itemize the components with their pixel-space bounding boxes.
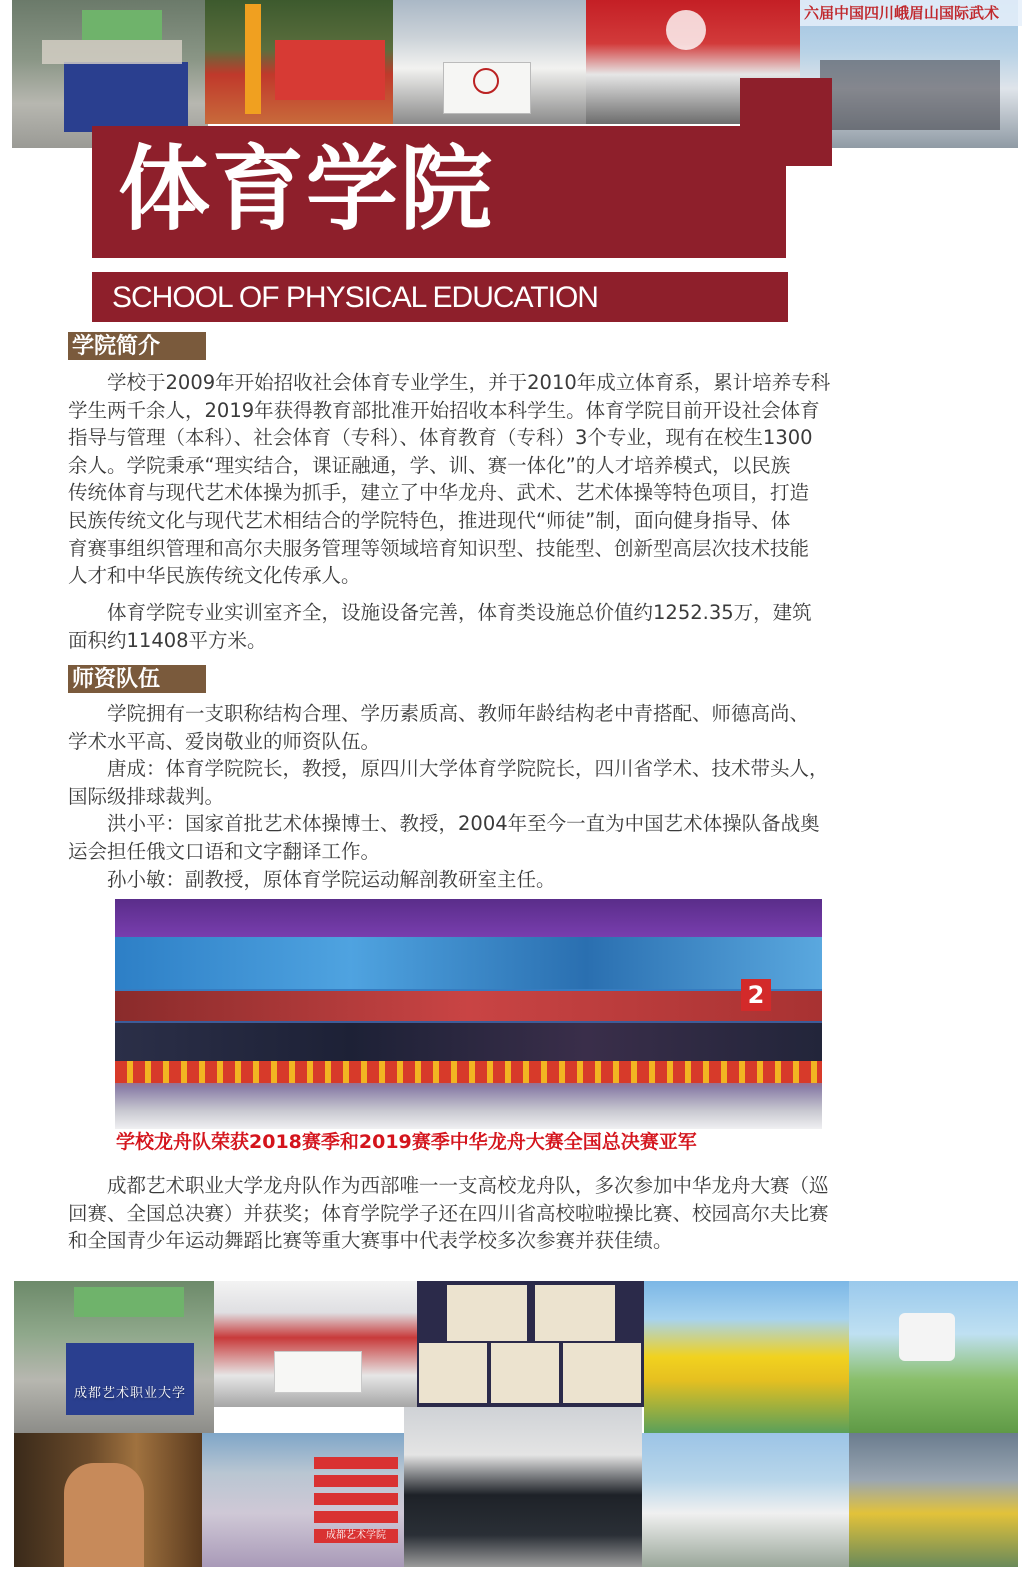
athlete: [64, 1463, 144, 1567]
green-banner: [74, 1287, 184, 1317]
section-label-intro: 学院简介: [68, 332, 206, 360]
score-bar: [314, 1493, 398, 1505]
boat-hull: [115, 1061, 822, 1083]
boat-number-badge: 2: [741, 979, 771, 1011]
bottom-photo-athlete: [14, 1433, 202, 1567]
section-label-faculty: 师资队伍: [68, 665, 206, 693]
dragon-boat-caption: 学校龙舟队荣获2018赛季和2019赛季中华龙舟大赛全国总决赛亚军: [116, 1131, 697, 1153]
bottom-photo-performance: [849, 1433, 1018, 1567]
rowers-row-3: [115, 1023, 822, 1061]
flag-graphic: [64, 62, 188, 132]
school-logo-icon: [666, 10, 706, 50]
people-group: [275, 40, 385, 100]
orange-flag: [245, 4, 261, 114]
score-bar: [314, 1511, 398, 1523]
text-line: 学生两千余人，2019年获得教育部批准开始招收本科学生。体育学院目前开设社会体育: [68, 398, 820, 422]
dragon-boat-photo: [115, 899, 822, 1129]
text-line: 体育学院专业实训室齐全，设施设备完善，体育类设施总价值约1252.35万，建筑: [107, 601, 812, 624]
text-line: 面积约11408平方米。: [68, 628, 267, 652]
text-line: 指导与管理（本科）、社会体育（专科）、体育教育（专科）3个专业，现有在校生1300: [68, 426, 813, 450]
text-line: 运会担任俄文口语和文字翻译工作。: [68, 839, 381, 863]
text-line: 成都艺术职业大学龙舟队作为西部唯一一支高校龙舟队，多次参加中华龙舟大赛（巡: [107, 1174, 829, 1197]
intro-paragraph-2: [68, 599, 940, 654]
intro-paragraph-1: [68, 369, 940, 590]
bottom-photo-lion-dance: [644, 1281, 849, 1433]
dragon-boat-paragraph: [68, 1172, 940, 1255]
people-group: [820, 60, 1000, 130]
certificate: [491, 1343, 559, 1403]
top-photo-2: [205, 0, 395, 124]
text-line: 洪小平：国家首批艺术体操博士、教授，2004年至今一直为中国艺术体操队备战奥: [107, 812, 820, 836]
text-line: 传统体育与现代艺术体操为抓手，建立了中华龙舟、武术、艺术体操等特色项目，打造: [68, 481, 810, 505]
page-subtitle: SCHOOL OF PHYSICAL EDUCATION: [112, 281, 598, 314]
text-line: 余人。学院秉承“理实结合，课证融通，学、训、赛一体化”的人才培养模式，以民族: [68, 453, 791, 477]
text-line: 回赛、全国总决赛）并获奖；体育学院学子还在四川省高校啦啦操比赛、校园高尔夫比赛: [68, 1201, 829, 1225]
faculty-paragraph: [68, 700, 940, 893]
rowers-row-1: [115, 937, 822, 989]
text-line: 民族传统文化与现代艺术相结合的学院特色，推进现代“师徒”制，面向健身指导、体: [68, 508, 791, 532]
green-banner: [82, 10, 162, 40]
certificate: [535, 1285, 615, 1341]
certificate: [563, 1343, 641, 1403]
text-line: 孙小敏：副教授，原体育学院运动解剖教研室主任。: [107, 867, 556, 891]
score-bar-label: 成都艺术学院: [314, 1529, 398, 1543]
score-bar: [314, 1457, 398, 1469]
bottom-photo-martial-arts-group: [642, 1433, 849, 1567]
flag-graphic: [66, 1343, 194, 1415]
bottom-photo-scoreboard: [202, 1433, 404, 1567]
certificate: [447, 1285, 527, 1341]
bottom-photo-group-stairs: [404, 1407, 642, 1567]
athlete: [899, 1313, 955, 1361]
text-line: 学校于2009年开始招收社会体育专业学生，并于2010年成立体育系，累计培养专科: [107, 371, 831, 394]
text-line: 和全国青少年运动舞蹈比赛等重大赛事中代表学校多次参赛并获佳绩。: [68, 1229, 673, 1253]
bottom-photo-team-flag: [14, 1281, 214, 1433]
text-line: 人才和中华民族传统文化传承人。: [68, 564, 361, 588]
text-line: 唐成：体育学院院长，教授，原四川大学体育学院院长，四川省学术、技术带头人，: [107, 757, 829, 781]
certificate: [419, 1343, 487, 1403]
school-banner: [274, 1351, 362, 1393]
school-logo-icon: [473, 68, 499, 94]
score-bar: [314, 1475, 398, 1487]
text-line: 学术水平高、爱岗敬业的师资队伍。: [68, 729, 381, 753]
people-group: [42, 40, 182, 64]
text-line: 育赛事组织管理和高尔夫服务管理等领域培育知识型、技能型、创新型高层次技术技能: [68, 536, 810, 560]
text-line: 学院拥有一支职称结构合理、学历素质高、教师年龄结构老中青搭配、师德高尚、: [107, 702, 810, 725]
event-banner-text: 六届中国四川峨眉山国际武术: [800, 0, 1022, 26]
bottom-photo-martial-arts-jump: [849, 1281, 1018, 1433]
bottom-photo-cheer-team: [214, 1281, 417, 1407]
top-photo-3: [393, 0, 588, 124]
rowers-row-2: [115, 991, 822, 1021]
bottom-photo-certificates: [417, 1281, 644, 1407]
flag-text: 成都艺术职业大学: [73, 1386, 186, 1401]
page-title: 体育学院: [118, 136, 495, 243]
text-line: 国际级排球裁判。: [68, 784, 225, 808]
